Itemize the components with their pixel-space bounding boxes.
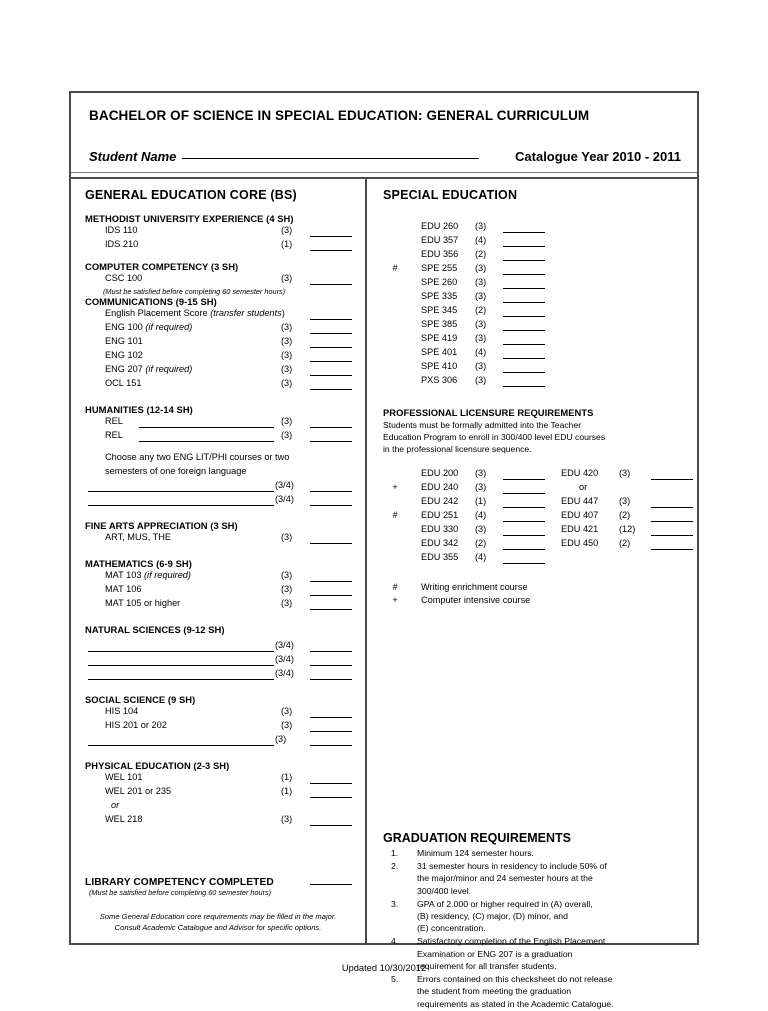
course-row (85, 416, 351, 430)
graduation-item (383, 898, 683, 935)
course-hours: (3) (475, 375, 487, 385)
course-grade-blank[interactable] (503, 246, 545, 247)
course-hours: (3/4) (275, 640, 294, 650)
course-code: EDU 355 (421, 551, 459, 562)
course-grade-blank[interactable] (503, 274, 545, 275)
licensure-intro-line-2: Education Program to enroll in 300/400 level EDU courses (383, 432, 606, 443)
course-grade-blank[interactable] (310, 505, 352, 506)
course-grade-blank[interactable] (310, 731, 352, 732)
course-row (383, 277, 683, 291)
item-text: the major/minor and 24 semester hours at the (417, 873, 593, 884)
licensure-row (383, 538, 683, 552)
legend-symbol: + (392, 594, 398, 605)
course-grade-blank[interactable] (503, 521, 545, 522)
course-code: WEL 201 or 235 (105, 786, 172, 796)
course-code: PXS 306 (421, 375, 458, 385)
course-row (85, 364, 351, 378)
write-in-blank[interactable] (88, 491, 274, 492)
course-grade-blank[interactable] (310, 717, 352, 718)
item-number: 4. (391, 936, 399, 947)
course-code: IDS 210 (105, 239, 139, 249)
item-text: requirements as stated in the Academic Catalogue. (417, 998, 614, 1009)
course-row (383, 361, 683, 375)
document-header (71, 93, 697, 177)
course-hours: (3) (475, 481, 487, 492)
course-code: EDU 421 (561, 523, 599, 534)
course-hours: (3) (281, 584, 293, 594)
course-hours: (2) (475, 537, 487, 548)
catalogue-year: Catalogue Year 2010 - 2011 (515, 149, 681, 164)
write-in-row (85, 668, 351, 682)
course-hours: (3) (619, 467, 631, 478)
licensure-course-grid (383, 468, 683, 566)
item-number: 1. (391, 848, 399, 858)
course-code: EDU 357 (421, 235, 459, 245)
course-code: WEL 101 (105, 772, 143, 782)
graduation-item (383, 847, 683, 859)
general-education-column (71, 179, 367, 943)
course-code: SPE 260 (421, 277, 458, 287)
item-text: (B) residency, (C) major, (D) minor, and (417, 911, 568, 922)
course-row (85, 720, 351, 734)
section-heading-communications: COMMUNICATIONS (9-15 SH) (85, 296, 217, 307)
course-row (383, 235, 683, 249)
course-row (383, 347, 683, 361)
course-hours: (3) (281, 416, 293, 426)
student-name-label: Student Name (89, 149, 177, 164)
course-row (85, 322, 351, 336)
course-code: EDU 242 (421, 495, 459, 506)
course-grade-blank[interactable] (310, 651, 352, 652)
write-in-blank[interactable] (88, 651, 274, 652)
course-grade-blank[interactable] (310, 236, 352, 237)
course-row (85, 336, 351, 350)
item-text: GPA of 2.000 or higher required in (A) overall, (417, 898, 593, 909)
course-hours: (1) (281, 772, 293, 782)
course-hours: (1) (281, 786, 293, 796)
course-grade-blank[interactable] (310, 284, 352, 285)
item-text: requirement for all transfer students. (417, 961, 557, 972)
course-hours: (3) (281, 570, 293, 580)
course-grade-blank[interactable] (310, 543, 352, 544)
licensure-row (383, 524, 683, 538)
section-heading-fine-arts: FINE ARTS APPRECIATION (3 SH) (85, 520, 238, 531)
course-hours: (3) (281, 598, 293, 608)
section-heading-natural-sciences: NATURAL SCIENCES (9-12 SH) (85, 624, 225, 635)
item-text: (E) concentration. (417, 923, 486, 934)
course-grade-blank[interactable] (503, 316, 545, 317)
course-grade-blank[interactable] (503, 372, 545, 373)
course-grade-blank[interactable] (503, 232, 545, 233)
course-hours: (2) (619, 509, 631, 520)
course-hours: (3/4) (275, 494, 294, 504)
course-code: MAT 103 (if required) (105, 570, 191, 580)
write-in-blank[interactable] (88, 505, 274, 506)
course-grade-blank[interactable] (503, 493, 545, 494)
item-number: 5. (391, 974, 399, 985)
course-hours: (2) (619, 537, 631, 548)
course-grade-blank[interactable] (310, 491, 352, 492)
course-hours: (3) (475, 221, 487, 231)
graduation-requirements-heading: GRADUATION REQUIREMENTS (383, 831, 571, 845)
special-education-course-list (383, 221, 683, 389)
course-marker: # (392, 509, 398, 520)
course-hours: (3) (475, 523, 487, 534)
course-row (383, 375, 683, 389)
general-education-heading: GENERAL EDUCATION CORE (BS) (85, 188, 297, 202)
course-grade-blank[interactable] (503, 535, 545, 536)
course-code: ENG 102 (105, 350, 143, 360)
course-code: EDU 342 (421, 537, 459, 548)
course-grade-blank[interactable] (310, 609, 352, 610)
course-hours: (3) (281, 720, 293, 730)
course-code: IDS 110 (105, 225, 138, 235)
course-code: MAT 106 (105, 584, 142, 594)
course-grade-blank[interactable] (503, 288, 545, 289)
student-name-row (89, 148, 681, 168)
item-text: 31 semester hours in residency to include 50% of (417, 860, 607, 871)
course-code: EDU 200 (421, 467, 459, 478)
licensure-row (383, 468, 683, 482)
course-grade-blank[interactable] (310, 389, 352, 390)
course-hours: (3) (281, 430, 293, 440)
course-code: REL (105, 416, 123, 426)
course-hours: (2) (475, 305, 487, 315)
header-divider-thin (71, 172, 697, 173)
write-in-row (85, 734, 351, 748)
course-hours: (3) (475, 277, 487, 287)
section-heading-computer-competency: COMPUTER COMPETENCY (3 SH) (85, 261, 239, 272)
licensure-row (383, 510, 683, 524)
instruction-text: semesters of one foreign language (105, 466, 247, 476)
course-code: SPE 401 (421, 347, 458, 357)
course-code: SPE 335 (421, 291, 458, 301)
course-code: HIS 201 or 202 (105, 720, 167, 730)
course-marker: # (392, 263, 398, 273)
course-hours: (3) (281, 814, 293, 824)
section-heading-mue: METHODIST UNIVERSITY EXPERIENCE (4 SH) (85, 213, 294, 224)
course-row (85, 225, 351, 239)
course-code: EDU 330 (421, 523, 459, 534)
course-row (85, 308, 351, 322)
course-grade-blank[interactable] (310, 581, 352, 582)
graduation-item (383, 973, 683, 1010)
course-grade-blank[interactable] (503, 386, 545, 387)
course-hours: (3) (281, 273, 293, 283)
course-hours: (3) (475, 467, 487, 478)
course-code: SPE 345 (421, 305, 458, 315)
course-code: SPE 385 (421, 319, 458, 329)
course-grade-blank[interactable] (310, 427, 352, 428)
course-hours: (3) (619, 495, 631, 506)
write-in-blank[interactable] (88, 665, 274, 666)
course-grade-blank[interactable] (503, 507, 545, 508)
item-number: 2. (391, 860, 399, 871)
section-heading-mathematics: MATHEMATICS (6-9 SH) (85, 558, 192, 569)
item-text: the student from meeting the graduation (417, 986, 572, 997)
course-hours: (3/4) (275, 668, 294, 678)
course-grade-blank[interactable] (503, 330, 545, 331)
course-code: EDU 356 (421, 249, 459, 259)
library-competency-note: (Must be satisfied before completing 60 semester hours) (89, 888, 272, 897)
item-text: Minimum 124 semester hours. (417, 848, 534, 858)
course-hours: (1) (281, 239, 293, 249)
course-row (383, 263, 683, 277)
course-row (383, 291, 683, 305)
legend-text: Writing enrichment course (421, 581, 528, 592)
course-grade-blank[interactable] (310, 333, 352, 334)
course-hours: (4) (475, 347, 487, 357)
course-code: REL (105, 430, 123, 440)
section-heading-physical-education: PHYSICAL EDUCATION (2-3 SH) (85, 760, 230, 771)
course-hours: (12) (619, 523, 636, 534)
course-code: EDU 407 (561, 509, 599, 520)
course-hours: (3) (281, 350, 293, 360)
write-in-row (85, 480, 351, 494)
course-row (383, 319, 683, 333)
item-text: 300/400 level. (417, 885, 472, 896)
library-competency-row (85, 872, 351, 888)
course-row (85, 273, 351, 287)
or-separator: or (579, 481, 588, 492)
legend-symbol: # (392, 581, 398, 592)
course-title-blank[interactable] (139, 441, 274, 442)
course-grade-blank[interactable] (310, 797, 352, 798)
licensure-row (383, 496, 683, 510)
write-in-blank[interactable] (88, 745, 274, 746)
course-hours: (3) (281, 532, 293, 542)
section-heading-licensure: PROFESSIONAL LICENSURE REQUIREMENTS (383, 407, 594, 418)
course-grade-blank[interactable] (651, 521, 693, 522)
course-grade-blank[interactable] (310, 825, 352, 826)
item-text: Satisfactory completion of the English Placement (417, 936, 606, 947)
licensure-row (383, 552, 683, 566)
library-competency-label: LIBRARY COMPETENCY COMPLETED (85, 877, 274, 888)
course-hours: (3) (475, 263, 487, 273)
write-in-row (85, 494, 351, 508)
left-column-footer (85, 872, 351, 933)
course-row (85, 786, 351, 800)
course-row (85, 772, 351, 786)
licensure-row (383, 482, 683, 496)
course-code: ENG 100 (if required) (105, 322, 193, 332)
course-grade-blank[interactable] (310, 679, 352, 680)
write-in-row (85, 640, 351, 654)
course-grade-blank[interactable] (503, 260, 545, 261)
write-in-row (85, 654, 351, 668)
course-hours: (3) (475, 291, 487, 301)
course-title-blank[interactable] (139, 427, 274, 428)
course-row (383, 249, 683, 263)
graduation-item (383, 860, 683, 897)
course-grade-blank[interactable] (503, 549, 545, 550)
section-heading-social-science: SOCIAL SCIENCE (9 SH) (85, 694, 196, 705)
course-row (85, 814, 351, 828)
course-row (383, 333, 683, 347)
course-hours: (3) (475, 361, 487, 371)
course-code: SPE 410 (421, 361, 458, 371)
course-hours: (3) (281, 706, 293, 716)
course-code: EDU 251 (421, 509, 459, 520)
course-grade-blank[interactable] (310, 250, 352, 251)
course-row (85, 350, 351, 364)
course-code: HIS 104 (105, 706, 139, 716)
item-text: Examination or ENG 207 is a graduation (417, 948, 573, 959)
graduation-requirements (383, 831, 683, 1011)
course-code: MAT 105 or higher (105, 598, 181, 608)
course-row-or (85, 800, 351, 814)
course-grade-blank[interactable] (310, 745, 352, 746)
course-row (85, 378, 351, 392)
course-grade-blank[interactable] (651, 535, 693, 536)
legend-row-computer (383, 595, 683, 608)
course-code: EDU 450 (561, 537, 599, 548)
updated-date: Updated 10/30/2012 (341, 963, 427, 973)
course-hours: (3) (281, 364, 293, 374)
course-code: SPE 419 (421, 333, 458, 343)
course-grade-blank[interactable] (503, 358, 545, 359)
course-code: English Placement Score (transfer students) (105, 308, 285, 318)
licensure-intro-line-3: in the professional licensure sequence. (383, 444, 532, 455)
course-row (85, 532, 351, 546)
course-hours: (1) (475, 495, 487, 506)
course-grade-blank[interactable] (651, 549, 693, 550)
course-code: EDU 240 (421, 481, 459, 492)
course-grade-blank[interactable] (503, 479, 545, 480)
course-row (383, 221, 683, 235)
course-code: EDU 260 (421, 221, 459, 231)
course-grade-blank[interactable] (310, 375, 352, 376)
page-footer (0, 963, 768, 973)
legend-row-writing (383, 582, 683, 595)
course-hours: (4) (475, 551, 487, 562)
course-grade-blank[interactable] (503, 344, 545, 345)
course-code: WEL 218 (105, 814, 143, 824)
course-row (85, 430, 351, 444)
course-hours: (3/4) (275, 654, 294, 664)
course-code: EDU 447 (561, 495, 599, 506)
course-grade-blank[interactable] (651, 507, 693, 508)
course-code: ART, MUS, THE (105, 532, 172, 542)
section-heading-humanities: HUMANITIES (12-14 SH) (85, 404, 193, 415)
course-grade-blank[interactable] (503, 563, 545, 564)
course-hours: (4) (475, 509, 487, 520)
course-code: EDU 420 (561, 467, 599, 478)
course-code: SPE 255 (421, 263, 458, 273)
item-number: 3. (391, 898, 399, 909)
course-hours: (4) (475, 235, 487, 245)
course-grade-blank[interactable] (310, 665, 352, 666)
course-hours: (3/4) (275, 480, 294, 490)
course-row (85, 598, 351, 612)
instruction-line (85, 452, 351, 466)
course-code: ENG 101 (105, 336, 143, 346)
student-name-input[interactable] (182, 158, 479, 159)
legend-text: Computer intensive course (421, 594, 531, 605)
course-grade-blank[interactable] (503, 302, 545, 303)
write-in-blank[interactable] (88, 679, 274, 680)
course-row (383, 305, 683, 319)
course-hours: (3) (275, 734, 287, 744)
course-code: ENG 207 (if required) (105, 364, 193, 374)
course-row (85, 706, 351, 720)
course-hours: (2) (475, 249, 487, 259)
course-grade-blank[interactable] (310, 783, 352, 784)
general-ed-footnote-line-2: Consult Academic Catalogue and Advisor for specific options. (114, 923, 322, 932)
course-row (85, 584, 351, 598)
course-hours: (3) (281, 225, 293, 235)
course-code: CSC 100 (105, 273, 143, 283)
general-ed-footnote-line-1: Some General Education core requirements may be filled in the major. (99, 912, 337, 921)
course-hours: (3) (281, 378, 293, 388)
licensure-intro-line-1: Students must be formally admitted into the Teacher (383, 420, 582, 430)
course-grade-blank[interactable] (310, 347, 352, 348)
or-separator: or (111, 800, 120, 810)
course-row (85, 570, 351, 584)
page-title: BACHELOR OF SCIENCE IN SPECIAL EDUCATION: GENERAL CURRICULUM (89, 108, 590, 123)
computer-competency-note: (Must be satisfied before completing 60 semester hours) (103, 287, 286, 296)
course-hours: (3) (281, 322, 293, 332)
special-education-heading: SPECIAL EDUCATION (383, 188, 518, 202)
course-hours: (3) (281, 336, 293, 346)
course-grade-blank[interactable] (310, 361, 352, 362)
course-hours: (3) (475, 319, 487, 329)
course-grade-blank[interactable] (651, 479, 693, 480)
course-grade-blank[interactable] (310, 441, 352, 442)
instruction-text: Choose any two ENG LIT/PHI courses or two (105, 452, 290, 462)
item-text: Errors contained on this checksheet do not release (417, 974, 613, 985)
course-grade-blank[interactable] (310, 319, 352, 320)
instruction-line (85, 466, 351, 480)
course-code: OCL 151 (105, 378, 142, 388)
library-competency-blank[interactable] (310, 884, 352, 885)
course-row (85, 239, 351, 253)
course-hours: (3) (475, 333, 487, 343)
course-marker: + (392, 481, 398, 492)
course-grade-blank[interactable] (310, 595, 352, 596)
